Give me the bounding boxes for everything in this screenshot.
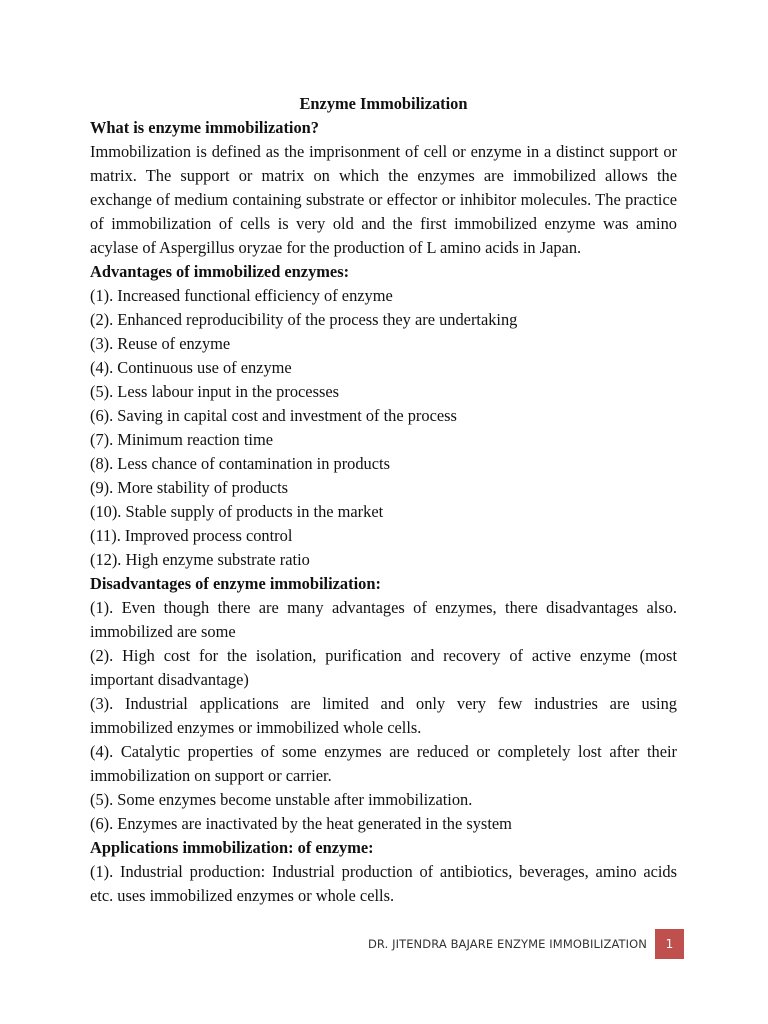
- advantages-list: [90, 284, 677, 572]
- footer-text: DR. JITENDRA BAJARE ENZYME IMMOBILIZATION: [367, 937, 647, 951]
- disadvantages-heading: Disadvantages of enzyme immobilization:: [90, 574, 381, 593]
- intro-heading: What is enzyme immobilization?: [90, 118, 319, 137]
- advantage-item: (12). High enzyme substrate ratio: [90, 550, 310, 569]
- advantage-item: (2). Enhanced reproducibility of the process they are undertaking: [90, 310, 518, 329]
- document-title: Enzyme Immobilization: [299, 94, 468, 113]
- advantage-item: (8). Less chance of contamination in products: [90, 454, 390, 473]
- disadvantage-item: (2). High cost for the isolation, purification and recovery of active enzyme (most important disadvantage): [90, 646, 677, 689]
- intro-paragraph: Immobilization is defined as the imprisonment of cell or enzyme in a distinct support or matrix. The support or matrix on which the enzymes are immobilized allows the exchange of medium containing substrate or effector or inhibitor molecules. The practice of immobilization of cells is very old and the first immobilized enzyme was amino acylase of Aspergillus oryzae for the production of L amino acids in Japan.: [90, 142, 677, 257]
- disadvantage-item: (3). Industrial applications are limited and only very few industries are using immobilized enzymes or immobilized whole cells.: [90, 694, 677, 737]
- disadvantage-item: (5). Some enzymes become unstable after immobilization.: [90, 790, 473, 809]
- disadvantage-item: (4). Catalytic properties of some enzymes are reduced or completely lost after their immobilization on support or carrier.: [90, 742, 677, 785]
- page-footer: [0, 929, 684, 959]
- advantage-item: (9). More stability of products: [90, 478, 289, 497]
- advantage-item: (5). Less labour input in the processes: [90, 382, 339, 401]
- advantage-item: (6). Saving in capital cost and investment of the process: [90, 406, 457, 425]
- advantage-item: (11). Improved process control: [90, 526, 293, 545]
- advantage-item: (4). Continuous use of enzyme: [90, 358, 292, 377]
- advantage-item: (3). Reuse of enzyme: [90, 334, 231, 353]
- page-number-badge: 1: [655, 929, 684, 959]
- advantage-item: (10). Stable supply of products in the market: [90, 502, 384, 521]
- application-item: (1). Industrial production: Industrial production of antibiotics, beverages, amino acids etc. uses immobilized enzymes or whole cells.: [90, 862, 677, 905]
- advantages-heading: Advantages of immobilized enzymes:: [90, 262, 350, 281]
- advantage-item: (7). Minimum reaction time: [90, 430, 273, 449]
- disadvantage-item: (1). Even though there are many advantages of enzymes, there disadvantages also. immobilized are some: [90, 598, 677, 641]
- disadvantage-item: (6). Enzymes are inactivated by the heat generated in the system: [90, 814, 512, 833]
- document-page: [90, 92, 677, 908]
- applications-heading: Applications immobilization: of enzyme:: [90, 838, 374, 857]
- applications-list: [90, 860, 677, 908]
- advantage-item: (1). Increased functional efficiency of enzyme: [90, 286, 393, 305]
- disadvantages-list: [90, 596, 677, 836]
